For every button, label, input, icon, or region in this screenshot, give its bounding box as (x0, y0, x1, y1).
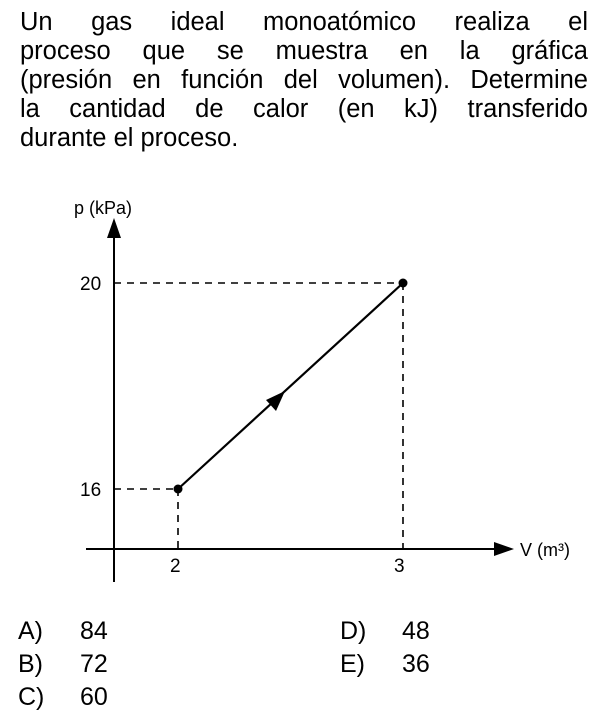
question-line: Un gas ideal monoatómico realiza el (20, 8, 588, 36)
y-tick-label-20: 20 (80, 274, 102, 295)
x-axis-arrow-icon (494, 542, 514, 556)
question-line: (presión en función del volumen). Determine (20, 66, 588, 94)
y-axis-arrow-icon (107, 218, 121, 238)
option-a[interactable] (18, 616, 108, 646)
option-value: 84 (80, 617, 108, 645)
x-tick-label-2: 2 (170, 556, 181, 577)
option-letter: B) (18, 650, 43, 678)
option-letter: E) (340, 650, 365, 678)
option-letter: C) (18, 683, 45, 711)
option-d[interactable] (340, 616, 430, 646)
point-final (399, 279, 408, 288)
option-letter: D) (340, 617, 367, 645)
option-value: 48 (402, 617, 430, 645)
option-value: 60 (80, 683, 108, 711)
question-line: durante el proceso. (20, 124, 239, 152)
question-line: la cantidad de calor (en kJ) transferido (20, 95, 588, 123)
x-tick-label-3: 3 (394, 556, 405, 577)
question-line: proceso que se muestra en la gráfica (20, 37, 588, 65)
point-initial (174, 485, 183, 494)
option-value: 72 (80, 650, 108, 678)
option-c[interactable] (18, 682, 108, 712)
option-e[interactable] (340, 649, 430, 679)
y-axis-label: p (kPa) (74, 198, 133, 218)
option-b[interactable] (18, 649, 108, 679)
option-letter: A) (18, 617, 43, 645)
y-tick-label-16: 16 (80, 480, 102, 501)
process-line (178, 283, 403, 489)
x-axis-label: V (m³) (520, 540, 570, 560)
direction-arrow-icon (266, 391, 285, 411)
option-value: 36 (402, 650, 430, 678)
